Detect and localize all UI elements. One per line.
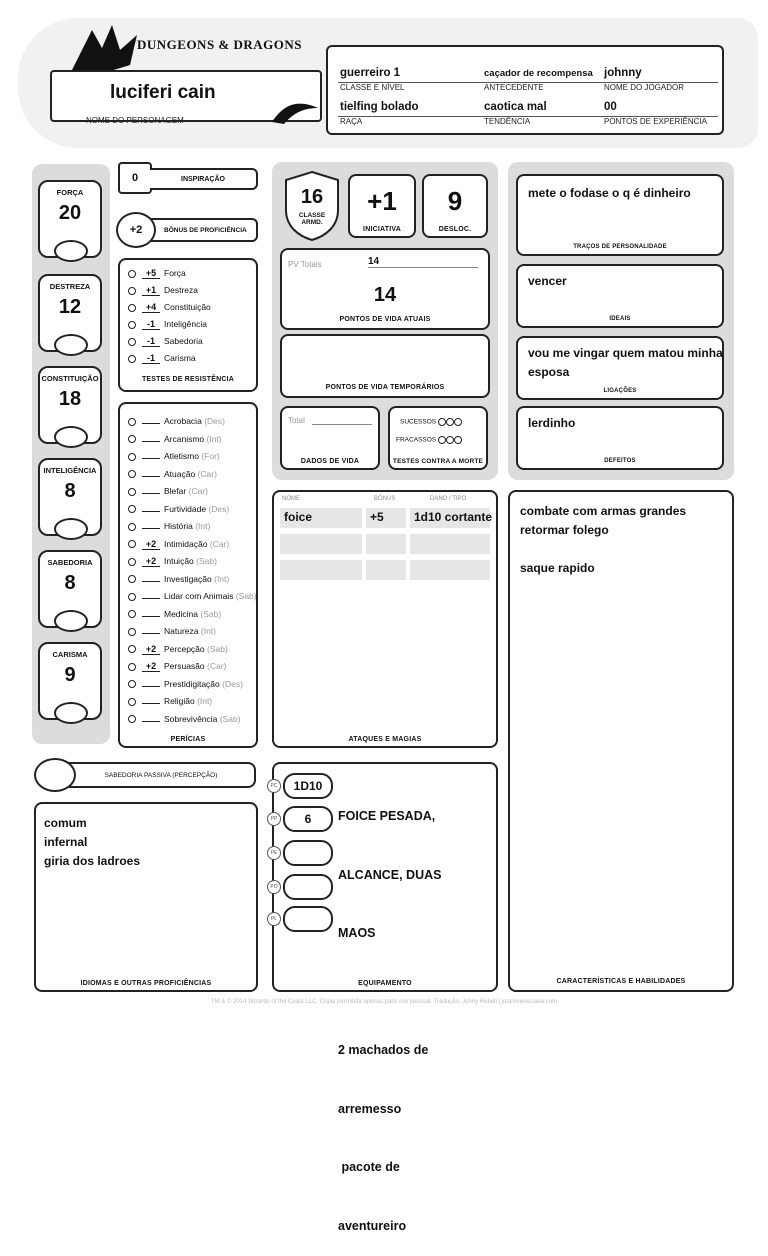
- attack-2-bonus-cell[interactable]: [366, 534, 406, 554]
- ability-score[interactable]: 8: [64, 572, 76, 594]
- class-level[interactable]: guerreiro 1: [340, 67, 401, 79]
- equipment-label: EQUIPAMENTO: [358, 980, 412, 987]
- hit-dice-total-label: Total: [288, 416, 305, 425]
- skill-prestidigitacao[interactable]: Prestidigitação (Des): [128, 679, 243, 689]
- personality-traits-text[interactable]: mete o fodase o q é dinheiro: [528, 186, 691, 200]
- hit-points-current-value[interactable]: 14: [373, 284, 397, 306]
- ability-modifier[interactable]: [54, 240, 88, 262]
- ability-modifier[interactable]: [54, 426, 88, 448]
- attacks-col-bonus: BÔNUS: [374, 496, 396, 502]
- flaws-text[interactable]: lerdinho: [528, 416, 576, 430]
- ability-modifier[interactable]: [54, 702, 88, 724]
- armor-class-value[interactable]: 16: [300, 186, 324, 208]
- death-fail-3[interactable]: [454, 436, 462, 444]
- attacks-label: ATAQUES E MAGIAS: [348, 736, 422, 743]
- coin-sp-value[interactable]: 6: [283, 806, 333, 832]
- bonds-text[interactable]: vou me vingar quem matou minha esposa: [528, 346, 723, 379]
- saving-throws-panel: [118, 258, 258, 392]
- coin-cp-value[interactable]: 1D10: [283, 773, 333, 799]
- features-panel: [508, 490, 734, 992]
- ability-charisma: CARISMA 9: [38, 642, 102, 720]
- initiative-label: INICIATIVA: [363, 226, 401, 233]
- saving-throws-label: TESTES DE RESISTÊNCIA: [141, 376, 235, 383]
- skill-blefar[interactable]: Blefar (Car): [128, 486, 208, 496]
- speed-value[interactable]: 9: [447, 186, 463, 216]
- ideals-label: IDEAIS: [609, 316, 631, 322]
- initiative-value[interactable]: +1: [367, 186, 397, 216]
- character-info-box: [326, 45, 724, 135]
- flaws-box: [516, 406, 724, 470]
- class-level-label: CLASSE E NÍVEL: [340, 83, 405, 92]
- speed-label: DESLOC.: [438, 226, 472, 233]
- skills-label: PERÍCIAS: [170, 736, 206, 743]
- passive-wisdom-label: SABEDORIA PASSIVA (PERCEPÇÃO): [104, 772, 218, 779]
- alignment-label: TENDÊNCIA: [484, 117, 531, 126]
- ability-intelligence: INTELIGÊNCIA 8: [38, 458, 102, 536]
- flaws-label: DEFEITOS: [604, 458, 636, 464]
- attack-1-bonus-cell[interactable]: +5: [366, 508, 406, 528]
- death-success-3[interactable]: [454, 418, 462, 426]
- ability-wisdom: SABEDORIA 8: [38, 550, 102, 628]
- attack-3-name-cell[interactable]: [280, 560, 362, 580]
- ability-constitution: CONSTITUIÇÃO 18: [38, 366, 102, 444]
- ideals-text[interactable]: vencer: [528, 274, 567, 288]
- coin-sp-label: PP: [267, 812, 281, 826]
- skill-arcanismo[interactable]: Arcanismo (Int): [128, 434, 222, 444]
- initiative-box: [348, 174, 416, 238]
- languages-label: IDIOMAS E OUTRAS PROFICIÊNCIAS: [80, 980, 212, 987]
- skill-atletismo[interactable]: Atletismo (For): [128, 451, 220, 461]
- ability-modifier[interactable]: [54, 334, 88, 356]
- coin-gp-label: PO: [267, 880, 281, 894]
- attacks-col-name: NOME: [282, 496, 300, 502]
- proficiency-bonus-value[interactable]: +2: [116, 212, 156, 248]
- equipment-text[interactable]: FOICE PESADA, ALCANCE, DUAS MAOS 2 machados de arremesso pacote de aventureiro: [338, 809, 442, 1233]
- race-label: RAÇA: [340, 117, 363, 126]
- coin-pp-label: PL: [267, 912, 281, 926]
- character-name[interactable]: luciferi cain: [110, 82, 216, 103]
- ability-modifier[interactable]: [54, 518, 88, 540]
- saving-throw-wisdom[interactable]: -1 Sabedoria: [128, 336, 203, 347]
- saving-throw-charisma[interactable]: -1 Carisma: [128, 353, 196, 364]
- saving-throw-constitution[interactable]: +4 Constituição: [128, 302, 211, 313]
- attack-1-name-cell[interactable]: foice: [280, 508, 362, 528]
- skill-acrobacia[interactable]: Acrobacia (Des): [128, 416, 225, 426]
- features-text[interactable]: combate com armas grandes retormar folego saque rapido: [520, 504, 687, 575]
- coin-ep-label: PE: [267, 846, 281, 860]
- languages-panel: [34, 802, 258, 992]
- passive-wisdom-value[interactable]: [34, 758, 76, 792]
- coin-pp-value[interactable]: [283, 906, 333, 932]
- ability-score[interactable]: 9: [64, 664, 76, 686]
- inspiration-value[interactable]: 0: [118, 162, 152, 194]
- death-saves-fail-row: FRACASSOS: [396, 436, 462, 444]
- skill-religiao[interactable]: Religião (Int): [128, 696, 212, 706]
- armor-class-label: CLASSE ARMD.: [298, 212, 326, 226]
- experience-points-label: PONTOS DE EXPERIÊNCIA: [604, 117, 707, 126]
- death-saves-label: TESTES CONTRA A MORTE: [392, 458, 484, 465]
- death-success-1[interactable]: [438, 418, 446, 426]
- saving-throw-strength[interactable]: +5 Força: [128, 268, 186, 279]
- death-success-2[interactable]: [446, 418, 454, 426]
- attack-3-bonus-cell[interactable]: [366, 560, 406, 580]
- proficiency-bonus-label: BÔNUS DE PROFICIÊNCIA: [164, 227, 247, 234]
- hit-points-max-label: PV Totais: [288, 260, 322, 269]
- skill-sobrevivencia[interactable]: Sobrevivência (Sab): [128, 714, 241, 724]
- dragon-tail-icon: [270, 96, 320, 126]
- skill-historia[interactable]: História (Int): [128, 521, 210, 531]
- inspiration-label: INSPIRAÇÃO: [181, 176, 225, 183]
- death-fail-2[interactable]: [446, 436, 454, 444]
- footer-copyright: TM & © 2014 Wizards of the Coast LLC. Cópia permitida apenas para uso pessoal. Tradução: Johny Rebell | jotarevenezuela.com: [210, 999, 558, 1005]
- personality-traits-label: TRAÇOS DE PERSONALIDADE: [573, 244, 667, 250]
- bonds-label: LIGAÇÕES: [603, 388, 637, 394]
- ability-strength: FORÇA 20: [38, 180, 102, 258]
- alignment[interactable]: caotica mal: [484, 101, 547, 113]
- skill-medicina[interactable]: Medicina (Sab): [128, 609, 221, 619]
- experience-points[interactable]: 00: [604, 101, 617, 113]
- ability-modifier[interactable]: [54, 610, 88, 632]
- logo-text: DUNGEONS & DRAGONS: [137, 37, 303, 52]
- features-label: CARACTERÍSTICAS E HABILIDADES: [556, 978, 686, 985]
- personality-traits-box: [516, 174, 724, 256]
- skill-percepcao[interactable]: +2 Percepção (Sab): [128, 644, 228, 655]
- death-saves-box: [388, 406, 488, 470]
- ability-score[interactable]: 20: [58, 202, 82, 224]
- player-name-label: NOME DO JOGADOR: [604, 83, 685, 92]
- skills-panel: [118, 402, 258, 748]
- attack-1-damage-cell[interactable]: 1d10 cortante: [410, 508, 490, 528]
- ability-score[interactable]: 12: [58, 296, 82, 318]
- background[interactable]: caçador de recompensa: [484, 68, 593, 79]
- attacks-panel: [272, 490, 498, 748]
- hit-points-current-box: [280, 248, 490, 330]
- ability-dexterity: DESTREZA 12: [38, 274, 102, 352]
- hit-points-current-label: PONTOS DE VIDA ATUAIS: [339, 316, 431, 323]
- bonds-box: [516, 336, 724, 400]
- ideals-box: [516, 264, 724, 328]
- hit-points-max-value[interactable]: 14: [368, 256, 478, 268]
- skill-natureza[interactable]: Natureza (Int): [128, 626, 216, 636]
- languages-text[interactable]: comum infernal giria dos ladroes: [44, 816, 141, 868]
- hit-points-temp-box: [280, 334, 490, 398]
- skill-investigacao[interactable]: Investigação (Int): [128, 574, 229, 584]
- race[interactable]: tielfing bolado: [340, 101, 419, 113]
- saving-throw-dexterity[interactable]: +1 Destreza: [128, 285, 198, 296]
- skill-intimidacao[interactable]: +2 Intimidação (Car): [128, 539, 229, 550]
- player-name[interactable]: johnny: [604, 67, 642, 79]
- skill-furtividade[interactable]: Furtividade (Des): [128, 504, 229, 514]
- skill-atuacao[interactable]: Atuação (Car): [128, 469, 217, 479]
- attack-2-damage-cell[interactable]: [410, 534, 490, 554]
- coin-ep-value[interactable]: [283, 840, 333, 866]
- ability-score[interactable]: 18: [58, 388, 82, 410]
- coin-gp-value[interactable]: [283, 874, 333, 900]
- ability-score[interactable]: 8: [64, 480, 76, 502]
- hit-dice-label: DADOS DE VIDA: [300, 458, 360, 465]
- attacks-col-damage: DANO / TIPO: [430, 496, 467, 502]
- attack-2-name-cell[interactable]: [280, 534, 362, 554]
- skill-lidar-com-animais[interactable]: Lidar com Animais (Sab): [128, 591, 257, 601]
- saving-throw-intelligence[interactable]: -1 Inteligência: [128, 319, 207, 330]
- speed-box: [422, 174, 488, 238]
- hit-dice-box: [280, 406, 380, 470]
- skill-persuasao[interactable]: +2 Persuasão (Car): [128, 661, 226, 672]
- skill-intuicao[interactable]: +2 Intuição (Sab): [128, 556, 217, 567]
- death-saves-success-row: SUCESSOS: [400, 418, 462, 426]
- coin-cp-label: PC: [267, 779, 281, 793]
- hit-points-temp-label: PONTOS DE VIDA TEMPORÁRIOS: [325, 384, 445, 391]
- death-fail-1[interactable]: [438, 436, 446, 444]
- character-name-label: NOME DO PERSONAGEM: [86, 116, 184, 125]
- attack-3-damage-cell[interactable]: [410, 560, 490, 580]
- background-label: ANTECEDENTE: [484, 83, 544, 92]
